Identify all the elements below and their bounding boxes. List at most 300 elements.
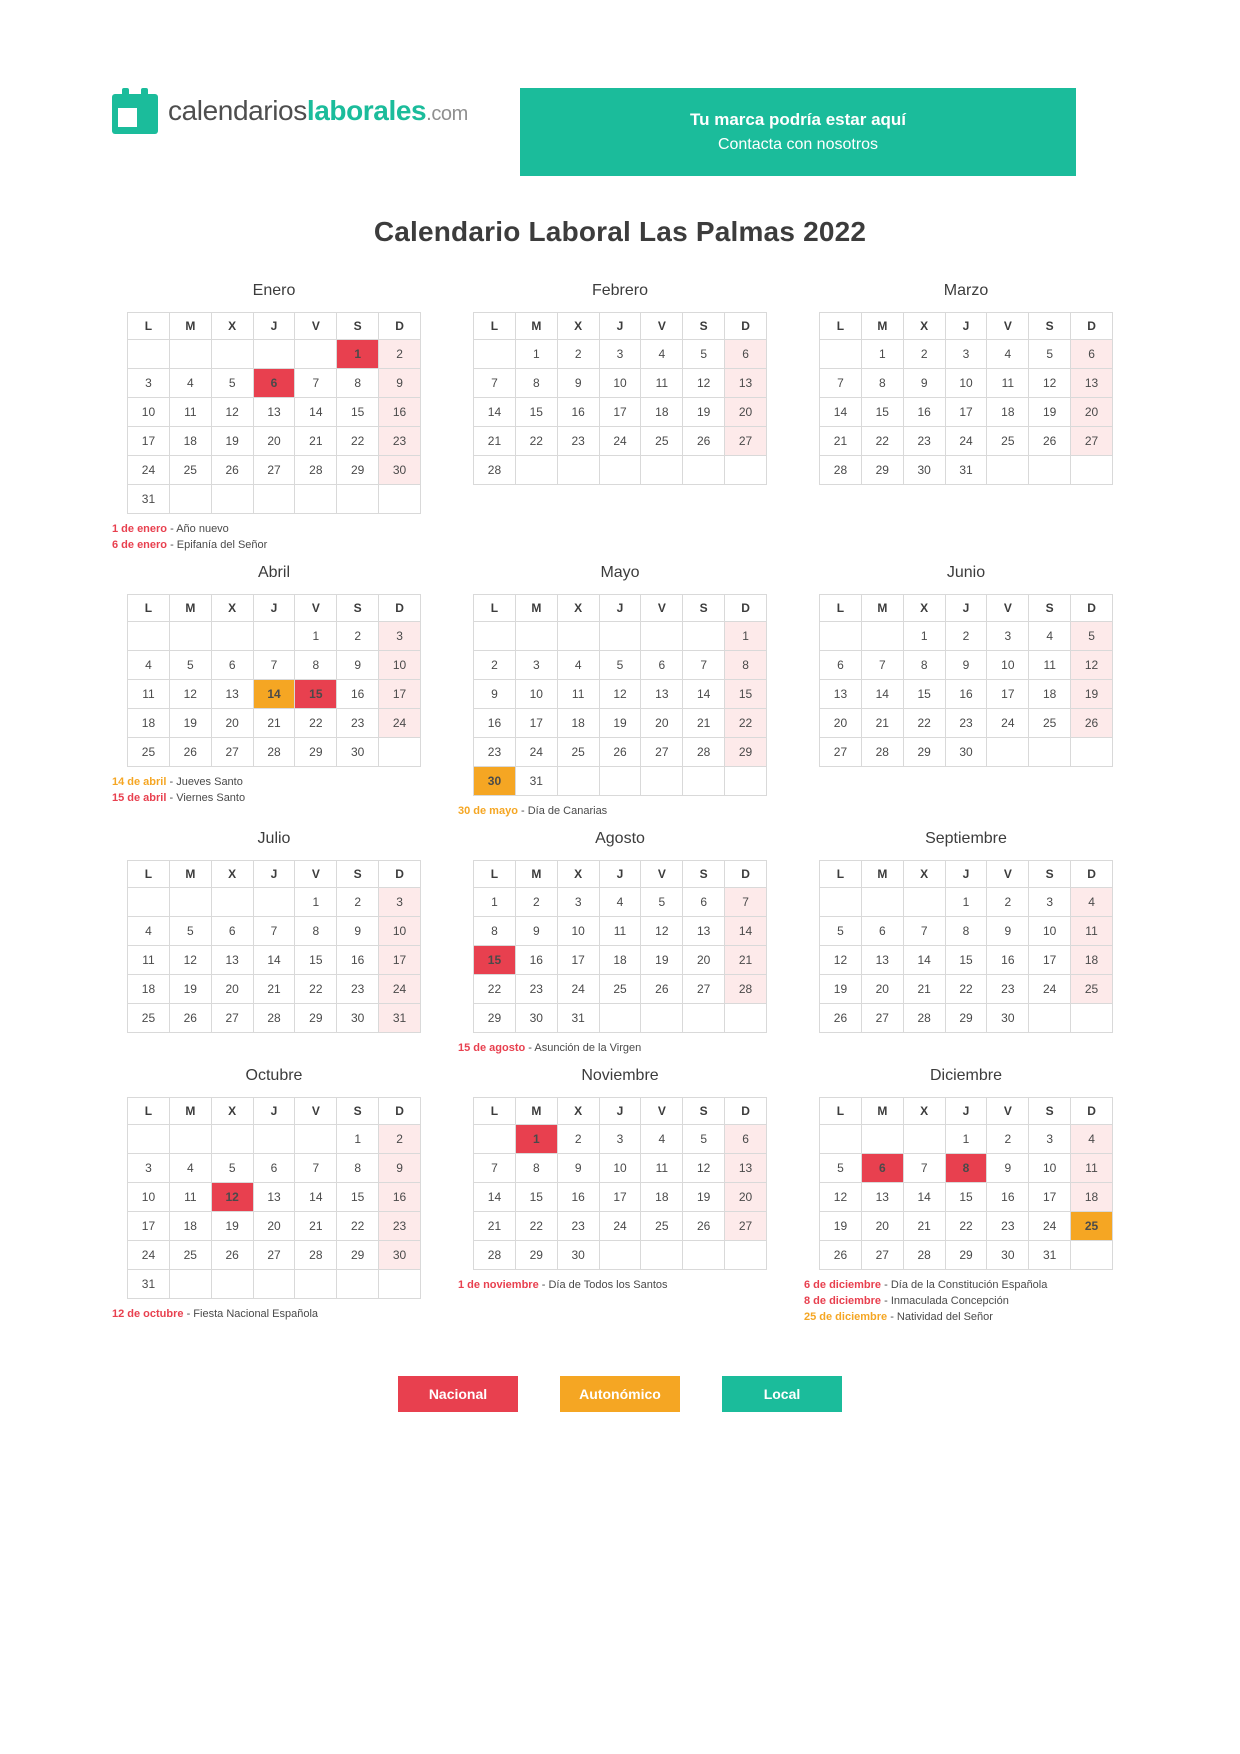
day-cell: 23: [379, 427, 421, 456]
week-row: [820, 1182, 1113, 1211]
day-cell: 27: [253, 456, 295, 485]
month-table: [127, 312, 421, 514]
weekday-header: V: [641, 594, 683, 621]
day-cell: 14: [474, 1182, 516, 1211]
weekday-header: X: [903, 860, 945, 887]
day-cell: 4: [641, 340, 683, 369]
day-cell: 23: [474, 737, 516, 766]
day-cell: 29: [945, 1240, 987, 1269]
weekday-header: M: [169, 860, 211, 887]
day-cell: 22: [945, 1211, 987, 1240]
day-cell: 1: [945, 1124, 987, 1153]
weekday-header: M: [861, 1097, 903, 1124]
day-cell: 3: [128, 369, 170, 398]
month-title: Abril: [257, 563, 290, 581]
day-cell: 18: [641, 1182, 683, 1211]
day-cell: 19: [683, 1182, 725, 1211]
month-title: Junio: [946, 563, 986, 581]
month-table: [473, 1097, 767, 1270]
day-cell: 28: [295, 1240, 337, 1269]
empty-day-cell: [599, 621, 641, 650]
day-cell: 16: [557, 398, 599, 427]
day-cell: 17: [379, 679, 421, 708]
day-cell: 25: [599, 974, 641, 1003]
empty-day-cell: [295, 1269, 337, 1298]
day-cell: 8: [337, 369, 379, 398]
day-cell: 4: [1071, 1124, 1113, 1153]
day-cell: 12: [683, 1153, 725, 1182]
month-table: [819, 860, 1113, 1033]
day-cell: 3: [1029, 887, 1071, 916]
day-cell: 2: [379, 340, 421, 369]
legend-chip-autonomico[interactable]: Autonómico: [560, 1376, 680, 1412]
day-cell: 28: [295, 456, 337, 485]
legend: [0, 1376, 1240, 1412]
day-cell: 3: [1029, 1124, 1071, 1153]
day-cell: 11: [641, 369, 683, 398]
day-cell: 12: [169, 679, 211, 708]
holiday-note: [458, 1278, 782, 1294]
empty-day-cell: [515, 621, 557, 650]
weekday-header-row: [820, 860, 1113, 887]
weekday-header: S: [337, 1097, 379, 1124]
day-cell: 17: [1029, 1182, 1071, 1211]
day-cell: 29: [515, 1240, 557, 1269]
day-cell: 11: [169, 1182, 211, 1211]
weekday-header: M: [861, 594, 903, 621]
day-cell: 30: [379, 1240, 421, 1269]
day-cell: 17: [557, 945, 599, 974]
day-cell: 3: [599, 1124, 641, 1153]
holiday-day-cell: 1: [515, 1124, 557, 1153]
day-cell: 20: [725, 398, 767, 427]
day-cell: 21: [474, 1211, 516, 1240]
weekday-header: D: [379, 1097, 421, 1124]
day-cell: 15: [515, 398, 557, 427]
holiday-note: [112, 538, 436, 554]
weekday-header: L: [474, 860, 516, 887]
week-row: [474, 887, 767, 916]
legend-chip-nacional[interactable]: Nacional: [398, 1376, 518, 1412]
day-cell: 7: [295, 369, 337, 398]
week-row: [820, 945, 1113, 974]
day-cell: 8: [945, 916, 987, 945]
day-cell: 26: [820, 1003, 862, 1032]
empty-day-cell: [725, 1240, 767, 1269]
holiday-note-date: 6 de diciembre: [804, 1278, 882, 1291]
weekday-header: J: [945, 313, 987, 340]
empty-day-cell: [169, 887, 211, 916]
site-logo[interactable]: [112, 88, 512, 134]
day-cell: 5: [1071, 621, 1113, 650]
week-row: [128, 1240, 421, 1269]
month-block: [112, 830, 436, 1067]
day-cell: 12: [211, 398, 253, 427]
month-block: [804, 830, 1128, 1067]
day-cell: 11: [1071, 916, 1113, 945]
day-cell: 3: [599, 340, 641, 369]
day-cell: 6: [683, 887, 725, 916]
month-title: Julio: [257, 829, 291, 847]
day-cell: 8: [515, 369, 557, 398]
week-row: [820, 650, 1113, 679]
holiday-note-description: - Día de la Constitución Española: [881, 1278, 1048, 1291]
logo-text-part2: laborales: [306, 95, 427, 126]
day-cell: 23: [557, 1211, 599, 1240]
weekday-header: V: [295, 1097, 337, 1124]
day-cell: 21: [820, 427, 862, 456]
empty-day-cell: [169, 340, 211, 369]
day-cell: 29: [725, 737, 767, 766]
week-row: [128, 708, 421, 737]
week-row: [128, 340, 421, 369]
day-cell: 8: [474, 916, 516, 945]
empty-day-cell: [987, 737, 1029, 766]
week-row: [474, 621, 767, 650]
weekday-header: V: [987, 860, 1029, 887]
day-cell: 16: [557, 1182, 599, 1211]
week-row: [128, 945, 421, 974]
empty-day-cell: [641, 766, 683, 795]
months-grid: [112, 282, 1128, 1336]
month-table: [473, 312, 767, 485]
week-row: [474, 945, 767, 974]
day-cell: 1: [725, 621, 767, 650]
day-cell: 19: [820, 1211, 862, 1240]
empty-day-cell: [169, 621, 211, 650]
weekday-header: L: [474, 1097, 516, 1124]
empty-day-cell: [169, 1124, 211, 1153]
day-cell: 14: [295, 1182, 337, 1211]
day-cell: 28: [253, 737, 295, 766]
day-cell: 21: [903, 1211, 945, 1240]
week-row: [128, 621, 421, 650]
weekday-header: S: [683, 1097, 725, 1124]
week-row: [128, 650, 421, 679]
day-cell: 12: [169, 945, 211, 974]
day-cell: 18: [1071, 1182, 1113, 1211]
day-cell: 19: [211, 1211, 253, 1240]
day-cell: 9: [903, 369, 945, 398]
month-title: Agosto: [595, 829, 645, 847]
day-cell: 7: [683, 650, 725, 679]
weekday-header-row: [128, 860, 421, 887]
day-cell: 19: [641, 945, 683, 974]
day-cell: 13: [253, 1182, 295, 1211]
day-cell: 24: [987, 708, 1029, 737]
week-row: [128, 1003, 421, 1032]
weekday-header-row: [474, 1097, 767, 1124]
day-cell: 19: [1029, 398, 1071, 427]
week-row: [474, 340, 767, 369]
month-block: [804, 564, 1128, 830]
month-title: Mayo: [600, 563, 640, 581]
week-row: [820, 369, 1113, 398]
weekday-header: L: [820, 860, 862, 887]
day-cell: 15: [515, 1182, 557, 1211]
weekday-header: L: [474, 594, 516, 621]
day-cell: 25: [1071, 974, 1113, 1003]
holiday-note: [112, 791, 436, 807]
day-cell: 24: [1029, 1211, 1071, 1240]
day-cell: 30: [337, 1003, 379, 1032]
day-cell: 26: [683, 1211, 725, 1240]
empty-day-cell: [903, 1124, 945, 1153]
week-row: [820, 887, 1113, 916]
day-cell: 26: [1071, 708, 1113, 737]
day-cell: 11: [128, 945, 170, 974]
empty-day-cell: [1071, 456, 1113, 485]
day-cell: 4: [557, 650, 599, 679]
holiday-note: [804, 1310, 1128, 1326]
day-cell: 20: [820, 708, 862, 737]
day-cell: 10: [599, 369, 641, 398]
day-cell: 24: [1029, 974, 1071, 1003]
weekday-header: X: [557, 313, 599, 340]
week-row: [474, 369, 767, 398]
day-cell: 23: [515, 974, 557, 1003]
empty-day-cell: [295, 340, 337, 369]
day-cell: 6: [725, 340, 767, 369]
day-cell: 6: [1071, 340, 1113, 369]
day-cell: 18: [641, 398, 683, 427]
day-cell: 25: [169, 456, 211, 485]
day-cell: 10: [128, 398, 170, 427]
weekday-header: M: [861, 313, 903, 340]
day-cell: 4: [987, 340, 1029, 369]
weekday-header: S: [1029, 860, 1071, 887]
day-cell: 2: [474, 650, 516, 679]
empty-day-cell: [211, 1269, 253, 1298]
ad-banner-subtext: Contacta con nosotros: [717, 136, 879, 153]
day-cell: 25: [641, 427, 683, 456]
weekday-header: L: [820, 1097, 862, 1124]
weekday-header-row: [474, 860, 767, 887]
day-cell: 1: [337, 1124, 379, 1153]
day-cell: 24: [128, 456, 170, 485]
holiday-note-date: 12 de octubre: [112, 1307, 184, 1320]
week-row: [820, 427, 1113, 456]
day-cell: 16: [945, 679, 987, 708]
day-cell: 19: [169, 974, 211, 1003]
weekday-header: D: [379, 594, 421, 621]
day-cell: 14: [820, 398, 862, 427]
empty-day-cell: [557, 456, 599, 485]
day-cell: 31: [128, 1269, 170, 1298]
day-cell: 9: [379, 1153, 421, 1182]
empty-day-cell: [379, 737, 421, 766]
day-cell: 13: [820, 679, 862, 708]
month-table: [819, 594, 1113, 767]
day-cell: 22: [945, 974, 987, 1003]
day-cell: 2: [515, 887, 557, 916]
day-cell: 2: [557, 1124, 599, 1153]
day-cell: 16: [379, 398, 421, 427]
day-cell: 28: [903, 1240, 945, 1269]
weekday-header: V: [641, 313, 683, 340]
day-cell: 17: [128, 1211, 170, 1240]
day-cell: 14: [725, 916, 767, 945]
day-cell: 23: [379, 1211, 421, 1240]
logo-text-part1: calendarios: [168, 95, 307, 126]
day-cell: 7: [253, 916, 295, 945]
week-row: [128, 456, 421, 485]
day-cell: 4: [169, 369, 211, 398]
day-cell: 19: [820, 974, 862, 1003]
day-cell: 7: [861, 650, 903, 679]
day-cell: 2: [903, 340, 945, 369]
weekday-header-row: [128, 313, 421, 340]
weekday-header: D: [1071, 313, 1113, 340]
month-block: [458, 1067, 782, 1336]
day-cell: 2: [987, 1124, 1029, 1153]
weekday-header-row: [128, 1097, 421, 1124]
day-cell: 29: [474, 1003, 516, 1032]
empty-day-cell: [295, 1124, 337, 1153]
week-row: [474, 679, 767, 708]
day-cell: 10: [599, 1153, 641, 1182]
month-title: Octubre: [245, 1066, 303, 1084]
day-cell: 23: [987, 974, 1029, 1003]
week-row: [128, 1124, 421, 1153]
day-cell: 14: [295, 398, 337, 427]
day-cell: 3: [987, 621, 1029, 650]
weekday-header: X: [557, 594, 599, 621]
day-cell: 30: [379, 456, 421, 485]
month-table: [127, 860, 421, 1033]
week-row: [474, 456, 767, 485]
day-cell: 5: [599, 650, 641, 679]
day-cell: 4: [128, 916, 170, 945]
holiday-note-date: 30 de mayo: [458, 804, 518, 817]
month-table: [473, 860, 767, 1033]
legend-chip-local[interactable]: Local: [722, 1376, 842, 1412]
day-cell: 26: [169, 1003, 211, 1032]
week-row: [474, 974, 767, 1003]
empty-day-cell: [211, 1124, 253, 1153]
day-cell: 21: [253, 708, 295, 737]
day-cell: 17: [1029, 945, 1071, 974]
day-cell: 9: [337, 916, 379, 945]
week-row: [474, 1182, 767, 1211]
empty-day-cell: [253, 1269, 295, 1298]
month-title: Febrero: [591, 282, 649, 299]
holiday-day-cell: 15: [474, 945, 516, 974]
weekday-header: J: [253, 860, 295, 887]
weekday-header: D: [725, 313, 767, 340]
day-cell: 27: [861, 1003, 903, 1032]
week-row: [820, 398, 1113, 427]
weekday-header: M: [515, 594, 557, 621]
weekday-header: S: [1029, 594, 1071, 621]
day-cell: 6: [725, 1124, 767, 1153]
empty-day-cell: [1071, 1003, 1113, 1032]
day-cell: 5: [820, 916, 862, 945]
day-cell: 16: [903, 398, 945, 427]
day-cell: 29: [861, 456, 903, 485]
empty-day-cell: [337, 485, 379, 514]
day-cell: 13: [1071, 369, 1113, 398]
day-cell: 6: [211, 650, 253, 679]
day-cell: 5: [683, 1124, 725, 1153]
ad-banner-headline: Tu marca podría estar aquí: [689, 110, 907, 129]
week-row: [820, 916, 1113, 945]
weekday-header: V: [295, 594, 337, 621]
day-cell: 14: [474, 398, 516, 427]
day-cell: 11: [987, 369, 1029, 398]
day-cell: 4: [1071, 887, 1113, 916]
day-cell: 18: [987, 398, 1029, 427]
day-cell: 6: [820, 650, 862, 679]
day-cell: 10: [128, 1182, 170, 1211]
day-cell: 28: [820, 456, 862, 485]
day-cell: 18: [1029, 679, 1071, 708]
weekday-header: S: [337, 594, 379, 621]
day-cell: 17: [599, 398, 641, 427]
week-row: [128, 1269, 421, 1298]
day-cell: 14: [683, 679, 725, 708]
day-cell: 17: [128, 427, 170, 456]
month-table: [819, 1097, 1113, 1270]
week-row: [820, 1003, 1113, 1032]
day-cell: 15: [337, 1182, 379, 1211]
day-cell: 1: [515, 340, 557, 369]
day-cell: 1: [945, 887, 987, 916]
weekday-header: J: [599, 1097, 641, 1124]
month-block: [112, 1067, 436, 1336]
empty-day-cell: [515, 456, 557, 485]
day-cell: 12: [820, 1182, 862, 1211]
day-cell: 24: [379, 974, 421, 1003]
weekday-header: V: [641, 1097, 683, 1124]
ad-banner[interactable]: [520, 88, 1076, 176]
week-row: [474, 1240, 767, 1269]
day-cell: 26: [1029, 427, 1071, 456]
day-cell: 9: [987, 916, 1029, 945]
month-block: [458, 830, 782, 1067]
holiday-note: [804, 1278, 1128, 1294]
week-row: [474, 916, 767, 945]
weekday-header: V: [987, 1097, 1029, 1124]
weekday-header: J: [599, 860, 641, 887]
empty-day-cell: [725, 1003, 767, 1032]
day-cell: 20: [253, 427, 295, 456]
day-cell: 24: [557, 974, 599, 1003]
holiday-note: [804, 1294, 1128, 1310]
day-cell: 22: [515, 427, 557, 456]
weekday-header: S: [683, 860, 725, 887]
day-cell: 18: [599, 945, 641, 974]
day-cell: 13: [253, 398, 295, 427]
day-cell: 31: [557, 1003, 599, 1032]
day-cell: 23: [987, 1211, 1029, 1240]
empty-day-cell: [1071, 737, 1113, 766]
week-row: [820, 1211, 1113, 1240]
holiday-note-description: - Año nuevo: [167, 523, 229, 535]
day-cell: 22: [295, 708, 337, 737]
day-cell: 28: [253, 1003, 295, 1032]
week-row: [128, 974, 421, 1003]
weekday-header: L: [474, 313, 516, 340]
day-cell: 20: [211, 708, 253, 737]
day-cell: 18: [169, 427, 211, 456]
month-block: [112, 564, 436, 830]
day-cell: 25: [169, 1240, 211, 1269]
weekday-header: X: [903, 594, 945, 621]
weekday-header: D: [725, 860, 767, 887]
day-cell: 20: [861, 974, 903, 1003]
week-row: [128, 485, 421, 514]
